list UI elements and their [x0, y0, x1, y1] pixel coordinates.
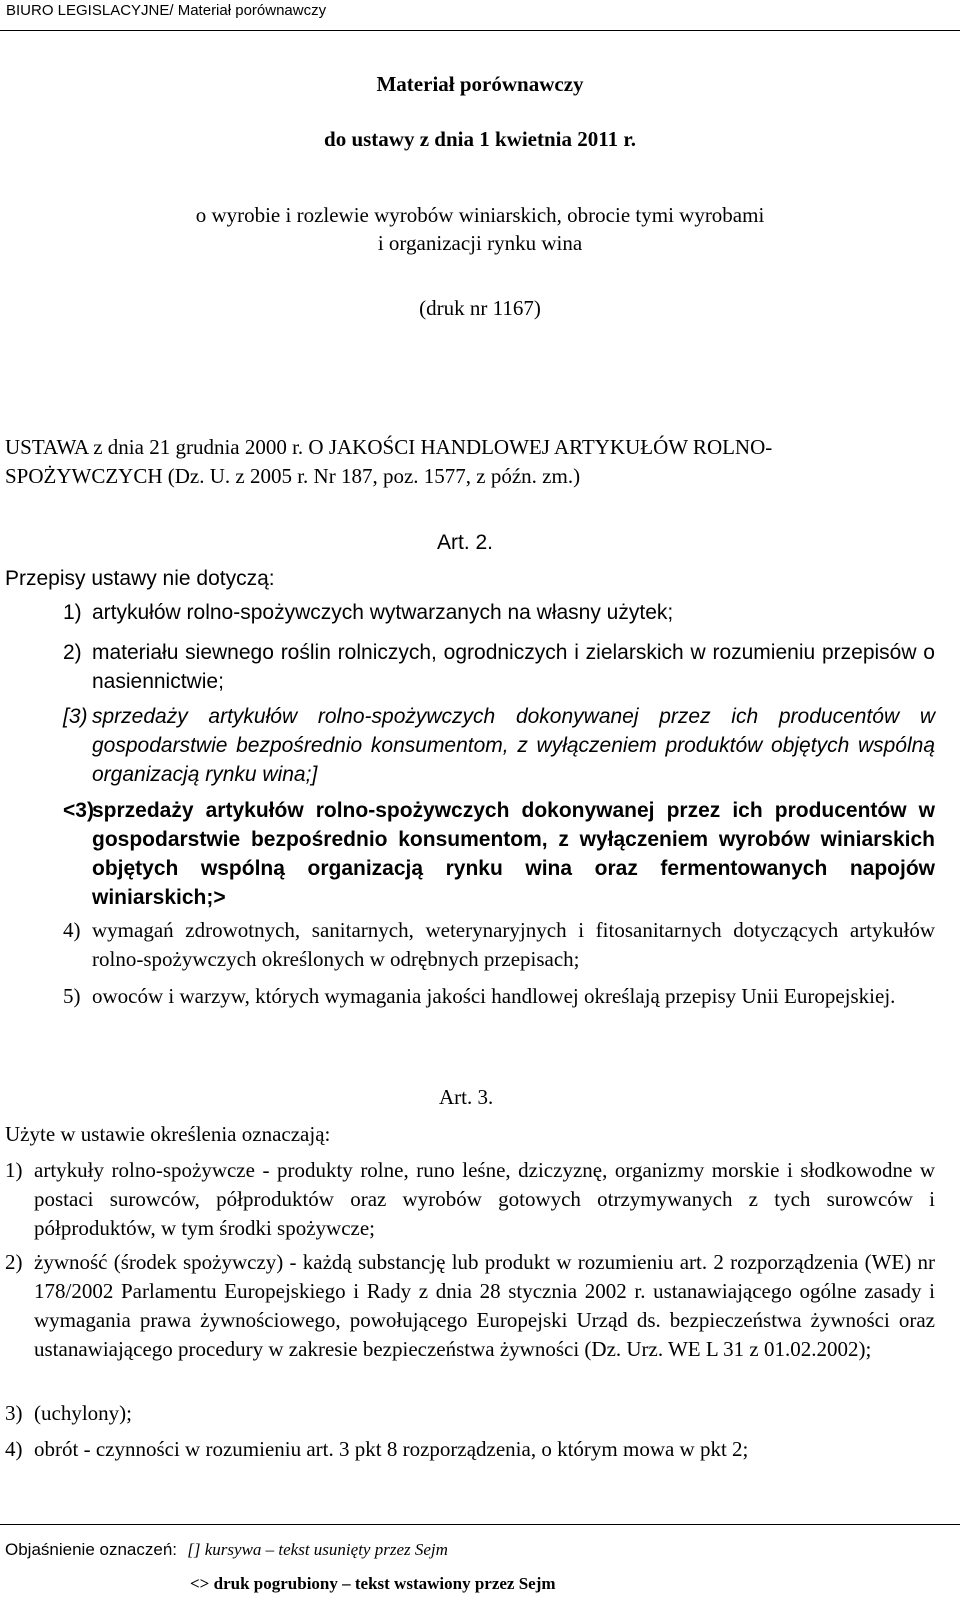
- item-text: sprzedaży artykułów rolno-spożywczych dokonywanej przez ich producentów w gospodarstwie bezpośrednio konsumentom, z wyłączeniem produktów objętych wspólną organizacją rynku wina;]: [92, 705, 935, 786]
- article-3-intro: Użyte w ustawie określenia oznaczają:: [5, 1122, 331, 1146]
- print-number: (druk nr 1167): [419, 296, 541, 320]
- item-number: <3): [63, 799, 94, 822]
- legend-label: Objaśnienie oznaczeń:: [5, 1540, 178, 1559]
- document-header: BIURO LEGISLACYJNE/ Materiał porównawczy: [6, 2, 327, 19]
- article-3-item-3: [5, 1399, 935, 1428]
- article-3-item-1: [5, 1156, 935, 1243]
- item-number: 4): [5, 1437, 23, 1461]
- item-number: 2): [63, 641, 82, 664]
- article-2-intro: Przepisy ustawy nie dotyczą:: [5, 567, 275, 590]
- article-3-heading: Art. 3.: [439, 1085, 494, 1109]
- document-title: Materiał porównawczy: [376, 72, 584, 96]
- item-text: materiału siewnego roślin rolniczych, ogrodniczych i zielarskich w rozumieniu przepisów o nasiennictwie;: [92, 641, 935, 693]
- item-number: 4): [63, 918, 81, 942]
- act-reference-line-2: SPOŻYWCZYCH (Dz. U. z 2005 r. Nr 187, poz. 1577, z późn. zm.): [5, 464, 581, 488]
- header-divider: [0, 30, 960, 31]
- item-text: artykułów rolno-spożywczych wytwarzanych na własny użytek;: [92, 601, 674, 624]
- item-number: 2): [5, 1250, 23, 1274]
- law-title-line-1: o wyrobie i rozlewie wyrobów winiarskich, obrocie tymi wyrobami: [195, 203, 765, 227]
- footer-divider: [0, 1524, 960, 1525]
- item-text: owoców i warzyw, których wymagania jakości handlowej określają przepisy Unii Europejskiej.: [92, 984, 896, 1008]
- item-text: (uchylony);: [34, 1401, 132, 1425]
- legend-bold-note: <> druk pogrubiony – tekst wstawiony przez Sejm: [190, 1574, 556, 1593]
- article-2-item-2: [63, 638, 935, 696]
- item-text: sprzedaży artykułów rolno-spożywczych dokonywanej przez ich producentów w gospodarstwie bezpośrednio konsumentom, z wyłączeniem wyrobów winiarskich objętych wspólną organizacją rynku wina oraz fermentowanych napojów winiarskich;>: [92, 799, 935, 909]
- law-title-line-2: i organizacji rynku wina: [377, 231, 583, 255]
- article-2-item-3-removed: [63, 702, 935, 789]
- article-2-item-3-inserted: [63, 796, 935, 912]
- article-2-item-5: [63, 982, 935, 1011]
- legend-italic-note: [] kursywa – tekst usunięty przez Sejm: [187, 1540, 448, 1559]
- item-number: 5): [63, 984, 81, 1008]
- item-text: wymagań zdrowotnych, sanitarnych, weterynaryjnych i fitosanitarnych dotyczących artykułów rolno-spożywczych określonych w odrębnych przepisach;: [92, 918, 935, 971]
- item-text: żywność (środek spożywczy) - każdą substancję lub produkt w rozumieniu art. 2 rozporządzenia (WE) nr 178/2002 Parlamentu Europejskiego i Rady z dnia 28 stycznia 2002 r. ustanawiającego ogólne zasady i wymagania prawa żywnościowego, powołującego Europejski Urząd ds. bezpieczeństwa żywności oraz ustanawiającego procedury w zakresie bezpieczeństwa żywności (Dz. Urz. WE L 31 z 01.02.2002);: [34, 1250, 935, 1361]
- article-3-item-4: [5, 1435, 935, 1464]
- item-text: obrót - czynności w rozumieniu art. 3 pkt 8 rozporządzenia, o którym mowa w pkt 2;: [34, 1437, 749, 1461]
- document-subtitle: do ustawy z dnia 1 kwietnia 2011 r.: [324, 127, 636, 151]
- article-2-item-4: [63, 916, 935, 974]
- act-reference-line-1: USTAWA z dnia 21 grudnia 2000 r. O JAKOŚCI HANDLOWEJ ARTYKUŁÓW ROLNO-: [5, 435, 773, 459]
- item-number: 1): [63, 601, 82, 624]
- article-2-heading: Art. 2.: [437, 531, 494, 554]
- article-3-item-2: [5, 1248, 935, 1364]
- item-number: 3): [5, 1401, 23, 1425]
- article-2-item-1: [63, 598, 935, 627]
- item-text: artykuły rolno-spożywcze - produkty rolne, runo leśne, dziczyznę, organizmy morskie i słodkowodne w postaci surowców, półproduktów oraz wyrobów gotowych otrzymywanych z tych surowców i półproduktów, w tym środki spożywcze;: [34, 1158, 935, 1240]
- item-number: 1): [5, 1158, 23, 1182]
- item-number: [3): [63, 705, 88, 728]
- legend-line-1: [5, 1538, 448, 1562]
